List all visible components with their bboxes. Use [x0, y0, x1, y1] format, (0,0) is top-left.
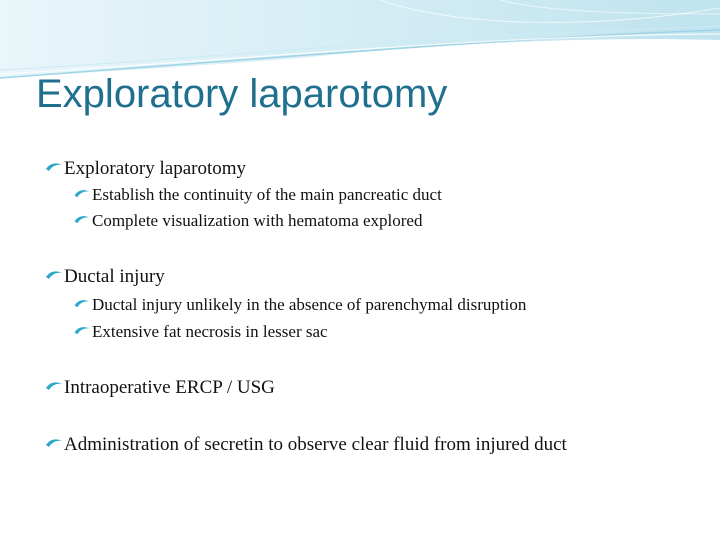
sub-bullet-text: Establish the continuity of the main pancreatic duct	[92, 185, 442, 204]
bullet-icon	[72, 187, 92, 200]
bullet-icon	[44, 436, 64, 450]
bullet-icon	[44, 160, 64, 174]
sub-bullet-text: Ductal injury unlikely in the absence of parenchymal disruption	[92, 295, 527, 314]
bullet-icon	[44, 379, 64, 393]
sub-bullet-text: Extensive fat necrosis in lesser sac	[92, 322, 328, 341]
sub-bullet-text: Complete visualization with hematoma explored	[92, 211, 423, 230]
bullet-item	[44, 433, 650, 457]
header-wave-band	[0, 0, 720, 80]
bullet-text: Ductal injury	[64, 266, 165, 287]
bullet-text: Administration of secretin to observe clear fluid from injured duct	[64, 434, 567, 455]
bullet-text: Intraoperative ERCP / USG	[64, 377, 275, 398]
bullet-icon	[72, 324, 92, 337]
bullet-text: Exploratory laparotomy	[64, 158, 247, 179]
bullet-item	[44, 376, 275, 400]
bullet-icon	[72, 213, 92, 226]
bullet-icon	[72, 297, 92, 310]
bullet-item	[44, 157, 246, 181]
sub-bullet-item	[72, 294, 526, 316]
slide-title: Exploratory laparotomy	[36, 72, 448, 116]
bullet-icon	[44, 268, 64, 282]
bullet-item	[44, 265, 165, 289]
sub-bullet-item	[72, 210, 422, 232]
sub-bullet-item	[72, 184, 442, 206]
sub-bullet-item	[72, 321, 328, 343]
